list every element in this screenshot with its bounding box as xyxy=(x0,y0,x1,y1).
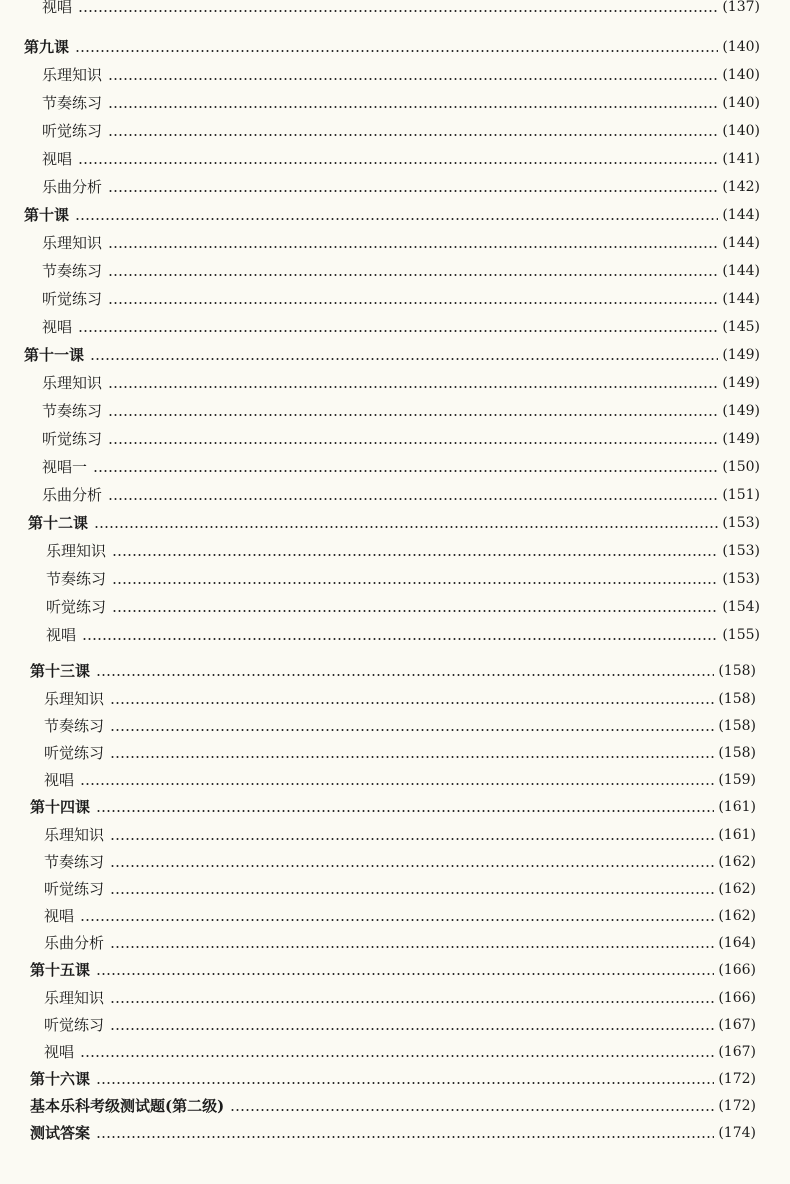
toc-entry xyxy=(42,122,760,140)
toc-page-number: (162) xyxy=(718,881,756,897)
toc-page-number: (149) xyxy=(722,347,760,363)
dot-leader xyxy=(108,274,718,276)
toc-label: 第十三课 xyxy=(30,662,91,680)
toc-page-number: (144) xyxy=(722,235,760,251)
toc-chapter xyxy=(30,1070,756,1088)
toc-entry xyxy=(44,826,756,844)
dot-leader xyxy=(230,1109,714,1111)
toc-page-number: (144) xyxy=(722,263,760,279)
toc-label: 视唱一 xyxy=(42,458,88,476)
toc-page-number: (159) xyxy=(718,772,756,788)
toc-label: 视唱 xyxy=(44,771,75,789)
toc-chapter xyxy=(30,1124,756,1142)
dot-leader xyxy=(108,498,718,500)
dot-leader xyxy=(110,865,714,867)
dot-leader xyxy=(108,190,718,192)
toc-entry xyxy=(44,1016,756,1034)
toc-label: 第十课 xyxy=(24,206,70,224)
dot-leader xyxy=(96,1082,714,1084)
toc-entry xyxy=(46,598,760,616)
toc-entry xyxy=(44,880,756,898)
toc-page-number: (153) xyxy=(722,571,760,587)
toc-label: 节奏练习 xyxy=(44,717,105,735)
toc-page-number: (166) xyxy=(718,962,756,978)
toc-label: 视唱 xyxy=(42,0,73,16)
dot-leader xyxy=(110,892,714,894)
toc-page-number: (150) xyxy=(722,459,760,475)
toc-label: 乐曲分析 xyxy=(42,178,103,196)
toc-label: 乐曲分析 xyxy=(42,486,103,504)
toc-entry xyxy=(44,989,756,1007)
toc-entry xyxy=(44,907,756,925)
dot-leader xyxy=(110,838,714,840)
dot-leader xyxy=(80,783,714,785)
dot-leader xyxy=(78,162,718,164)
toc-page-number: (145) xyxy=(722,319,760,335)
toc-entry xyxy=(42,458,760,476)
dot-leader xyxy=(110,1001,714,1003)
toc-label: 乐理知识 xyxy=(46,542,107,560)
toc-label: 视唱 xyxy=(46,626,77,644)
dot-leader xyxy=(110,946,714,948)
toc-page-number: (155) xyxy=(722,627,760,643)
toc-entry xyxy=(42,0,760,16)
toc-chapter xyxy=(28,514,760,532)
toc-label: 听觉练习 xyxy=(42,122,103,140)
toc-label: 乐理知识 xyxy=(42,66,103,84)
toc-page-number: (149) xyxy=(722,431,760,447)
toc-page-number: (144) xyxy=(722,207,760,223)
toc-label: 第九课 xyxy=(24,38,70,56)
dot-leader xyxy=(112,610,718,612)
toc-label: 听觉练习 xyxy=(42,290,103,308)
dot-leader xyxy=(78,10,718,12)
toc-page-number: (141) xyxy=(722,151,760,167)
toc-page-number: (140) xyxy=(722,67,760,83)
toc-entry xyxy=(42,430,760,448)
toc-page-number: (137) xyxy=(722,0,760,15)
toc-page-number: (144) xyxy=(722,291,760,307)
dot-leader xyxy=(80,919,714,921)
toc-entry xyxy=(42,318,760,336)
toc-page-number: (149) xyxy=(722,375,760,391)
toc-page-number: (140) xyxy=(722,123,760,139)
toc-label: 节奏练习 xyxy=(44,853,105,871)
toc-page-number: (158) xyxy=(718,663,756,679)
toc-page-number: (140) xyxy=(722,39,760,55)
toc-page-number: (154) xyxy=(722,599,760,615)
toc-entry xyxy=(44,690,756,708)
toc-page-number: (142) xyxy=(722,179,760,195)
dot-leader xyxy=(108,386,718,388)
toc-label: 听觉练习 xyxy=(44,744,105,762)
dot-leader xyxy=(96,810,714,812)
toc-page-number: (166) xyxy=(718,990,756,1006)
toc-entry xyxy=(42,234,760,252)
toc-label: 第十五课 xyxy=(30,961,91,979)
toc-chapter xyxy=(24,38,760,56)
dot-leader xyxy=(110,702,714,704)
toc-entry xyxy=(42,402,760,420)
toc-page-number: (162) xyxy=(718,854,756,870)
toc-label: 视唱 xyxy=(42,150,73,168)
dot-leader xyxy=(75,50,718,52)
dot-leader xyxy=(108,78,718,80)
dot-leader xyxy=(108,414,718,416)
toc-page-number: (164) xyxy=(718,935,756,951)
toc-chapter xyxy=(24,206,760,224)
toc-entry xyxy=(44,717,756,735)
dot-leader xyxy=(110,729,714,731)
toc-page-number: (158) xyxy=(718,718,756,734)
toc-page-number: (153) xyxy=(722,543,760,559)
toc-label: 乐理知识 xyxy=(44,826,105,844)
toc-label: 听觉练习 xyxy=(44,880,105,898)
dot-leader xyxy=(108,442,718,444)
dot-leader xyxy=(80,1055,714,1057)
toc-page-number: (161) xyxy=(718,827,756,843)
toc-label: 听觉练习 xyxy=(44,1016,105,1034)
dot-leader xyxy=(108,134,718,136)
dot-leader xyxy=(110,1028,714,1030)
toc-page-number: (161) xyxy=(718,799,756,815)
toc-page-number: (167) xyxy=(718,1044,756,1060)
toc-page-number: (172) xyxy=(718,1098,756,1114)
toc-label: 节奏练习 xyxy=(42,262,103,280)
toc-label: 节奏练习 xyxy=(42,94,103,112)
toc-page-number: (172) xyxy=(718,1071,756,1087)
dot-leader xyxy=(96,674,714,676)
toc-entry xyxy=(46,570,760,588)
dot-leader xyxy=(82,638,718,640)
toc-entry xyxy=(44,744,756,762)
dot-leader xyxy=(112,554,718,556)
toc-label: 节奏练习 xyxy=(42,402,103,420)
dot-leader xyxy=(93,470,718,472)
toc-label: 基本乐科考级测试题(第二级) xyxy=(30,1097,225,1115)
toc-chapter xyxy=(30,798,756,816)
toc-entry xyxy=(42,290,760,308)
toc-chapter xyxy=(24,346,760,364)
toc-chapter xyxy=(30,961,756,979)
toc-entry xyxy=(44,853,756,871)
toc-label: 乐理知识 xyxy=(42,234,103,252)
dot-leader xyxy=(94,526,718,528)
toc-page-number: (174) xyxy=(718,1125,756,1141)
toc-label: 视唱 xyxy=(42,318,73,336)
toc-label: 乐理知识 xyxy=(44,690,105,708)
toc-entry xyxy=(42,262,760,280)
toc-entry xyxy=(44,771,756,789)
toc-entry xyxy=(44,934,756,952)
toc-page-number: (158) xyxy=(718,691,756,707)
toc-label: 视唱 xyxy=(44,1043,75,1061)
toc-page-number: (162) xyxy=(718,908,756,924)
dot-leader xyxy=(112,582,718,584)
toc-page-number: (153) xyxy=(722,515,760,531)
toc-label: 节奏练习 xyxy=(46,570,107,588)
toc-entry xyxy=(42,486,760,504)
toc-chapter xyxy=(30,662,756,680)
toc-entry xyxy=(44,1043,756,1061)
toc-entry xyxy=(46,626,760,644)
toc-page-number: (167) xyxy=(718,1017,756,1033)
toc-label: 第十一课 xyxy=(24,346,85,364)
dot-leader xyxy=(90,358,718,360)
toc-entry xyxy=(42,178,760,196)
toc-entry xyxy=(42,94,760,112)
toc-page-number: (140) xyxy=(722,95,760,111)
toc-entry xyxy=(42,374,760,392)
toc-entry xyxy=(46,542,760,560)
dot-leader xyxy=(96,973,714,975)
toc-label: 测试答案 xyxy=(30,1124,91,1142)
dot-leader xyxy=(75,218,718,220)
dot-leader xyxy=(108,302,718,304)
toc-page-number: (158) xyxy=(718,745,756,761)
toc-label: 第十四课 xyxy=(30,798,91,816)
toc-page-number: (151) xyxy=(722,487,760,503)
dot-leader xyxy=(96,1136,714,1138)
toc-label: 听觉练习 xyxy=(42,430,103,448)
toc-label: 乐曲分析 xyxy=(44,934,105,952)
toc-page-number: (149) xyxy=(722,403,760,419)
toc-label: 乐理知识 xyxy=(42,374,103,392)
toc-label: 乐理知识 xyxy=(44,989,105,1007)
toc-label: 视唱 xyxy=(44,907,75,925)
toc-entry xyxy=(42,150,760,168)
dot-leader xyxy=(78,330,718,332)
toc-entry xyxy=(42,66,760,84)
dot-leader xyxy=(110,756,714,758)
toc-label: 第十六课 xyxy=(30,1070,91,1088)
dot-leader xyxy=(108,106,718,108)
toc-chapter xyxy=(30,1097,756,1115)
toc-label: 听觉练习 xyxy=(46,598,107,616)
dot-leader xyxy=(108,246,718,248)
toc-label: 第十二课 xyxy=(28,514,89,532)
